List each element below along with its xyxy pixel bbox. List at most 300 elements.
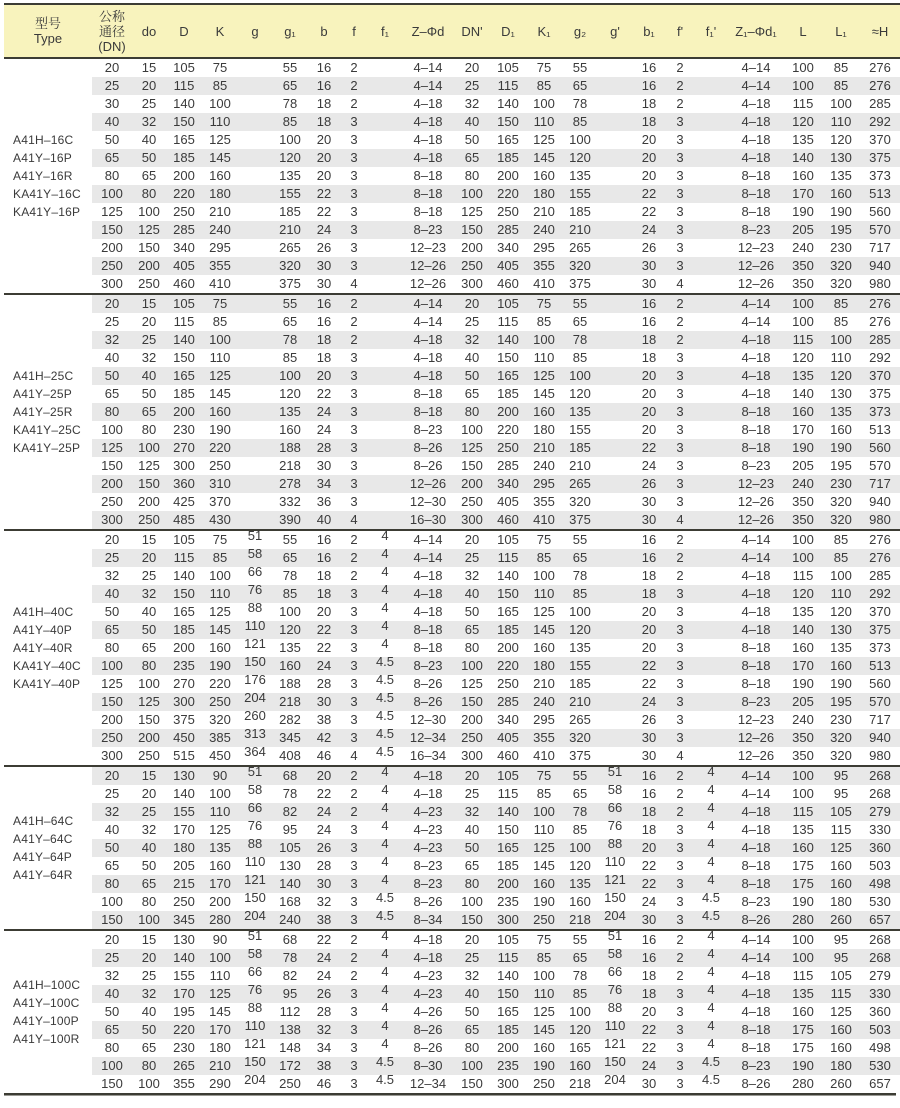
data-cell: 2 (340, 766, 368, 785)
data-cell: 200 (490, 875, 526, 893)
data-cell: 120 (562, 1021, 598, 1039)
data-cell: 4–18 (741, 568, 771, 583)
column-header: 型号 Type (4, 4, 92, 58)
data-cell: 320 (562, 257, 598, 275)
data-cell (238, 313, 272, 331)
data-cell: 100 (533, 568, 555, 583)
data-cell: 8–23 (402, 875, 454, 893)
data-cell: 26 (308, 985, 340, 1003)
data-cell: 375 (173, 712, 195, 727)
data-cell: 4–23 (413, 968, 443, 983)
data-cell: 155 (569, 422, 591, 437)
data-cell: 300 (454, 511, 490, 530)
data-cell: 125 (461, 676, 483, 691)
data-cell: 295 (533, 240, 555, 255)
valve-model-label: A41Y–25P (13, 387, 72, 401)
data-cell (598, 621, 632, 639)
data-cell: 8–18 (728, 439, 784, 457)
data-cell: 148 (279, 1040, 301, 1055)
data-cell: 218 (569, 1076, 591, 1091)
data-cell: 34 (308, 475, 340, 493)
data-cell: 285 (869, 568, 891, 583)
data-cell: 135 (562, 875, 598, 893)
data-cell: 185 (490, 1021, 526, 1039)
data-cell (694, 77, 728, 95)
data-cell (368, 131, 402, 149)
data-cell (238, 439, 272, 457)
data-cell (368, 58, 402, 77)
data-cell: 190 (526, 1057, 562, 1075)
data-cell: 12–26 (737, 748, 775, 763)
data-cell: 355 (533, 494, 555, 509)
data-cell: 180 (166, 839, 202, 857)
data-cell: 4 (368, 585, 402, 603)
data-cell (238, 403, 272, 421)
data-cell: 110 (830, 350, 852, 365)
data-cell: 88 (607, 1000, 623, 1015)
data-cell (598, 457, 632, 475)
data-cell (238, 457, 272, 475)
data-cell: 2 (350, 60, 358, 75)
data-cell: 3 (666, 729, 694, 747)
data-cell: 16 (316, 314, 332, 329)
data-cell: 80 (141, 422, 157, 437)
data-cell: 320 (562, 729, 598, 747)
data-cell: 25 (92, 549, 132, 567)
data-cell: 8–26 (413, 676, 443, 691)
data-cell: 32 (316, 894, 332, 909)
data-cell: 498 (869, 1040, 891, 1055)
valve-model-label: A41Y–16R (13, 169, 73, 183)
data-cell: 22 (641, 858, 657, 873)
table-row (4, 403, 900, 421)
data-cell: 210 (202, 1057, 238, 1075)
data-cell: 66 (247, 564, 263, 579)
data-cell: 4–14 (741, 60, 771, 75)
data-cell: 15 (132, 530, 166, 549)
table-row (4, 530, 900, 549)
data-cell: 140 (792, 386, 814, 401)
data-cell: 290 (209, 1076, 231, 1091)
data-cell: 4.5 (368, 657, 402, 675)
table-row (4, 77, 900, 95)
data-cell: 160 (279, 422, 301, 437)
data-cell: 460 (173, 276, 195, 291)
data-cell: 180 (526, 185, 562, 203)
data-cell: 375 (569, 276, 591, 291)
data-cell: 78 (272, 949, 308, 967)
data-cell: 170 (202, 875, 238, 893)
data-cell (598, 349, 632, 367)
table-row (4, 949, 900, 967)
data-cell: 250 (490, 439, 526, 457)
data-cell (238, 113, 272, 131)
data-cell: 190 (792, 894, 814, 909)
table-row (4, 585, 900, 603)
data-cell: 8–18 (741, 168, 771, 183)
data-cell: 4 (694, 839, 728, 857)
data-cell: 430 (202, 511, 238, 530)
data-cell: 20 (464, 60, 480, 75)
data-cell: 100 (209, 96, 231, 111)
data-cell (238, 167, 272, 185)
data-cell: 100 (569, 132, 591, 147)
data-cell: 16 (308, 77, 340, 95)
data-cell: 115 (830, 822, 852, 837)
data-cell: 140 (173, 786, 195, 801)
data-cell: 140 (497, 968, 519, 983)
data-cell: 717 (869, 240, 891, 255)
data-cell (368, 457, 402, 475)
valve-model-label: A41Y–100R (13, 1032, 80, 1046)
data-cell: 276 (860, 549, 900, 567)
data-cell: 268 (869, 786, 891, 801)
table-header (4, 4, 900, 58)
valve-spec-table (4, 3, 900, 1093)
data-cell: 100 (132, 439, 166, 457)
data-cell: 4 (368, 875, 402, 893)
data-cell (598, 239, 632, 257)
data-cell: 3 (350, 386, 358, 401)
data-cell: 105 (490, 766, 526, 785)
data-cell: 90 (202, 930, 238, 949)
data-cell (694, 693, 728, 711)
data-cell: 218 (272, 693, 308, 711)
data-cell: 160 (533, 640, 555, 655)
table-row (4, 493, 900, 511)
data-cell: 160 (792, 1004, 814, 1019)
data-cell: 657 (869, 1076, 891, 1091)
data-cell: 235 (490, 1057, 526, 1075)
table-row (4, 349, 900, 367)
data-cell: 3 (666, 1021, 694, 1039)
data-cell: 150 (461, 1076, 483, 1091)
data-cell: 65 (562, 949, 598, 967)
data-cell: 2 (666, 530, 694, 549)
data-cell (368, 367, 402, 385)
data-cell: 320 (272, 257, 308, 275)
data-cell: 8–18 (741, 422, 771, 437)
data-cell: 150 (173, 350, 195, 365)
data-cell: 3 (340, 185, 368, 203)
data-cell: 717 (869, 712, 891, 727)
data-cell: 530 (869, 894, 891, 909)
data-cell: 75 (202, 294, 238, 313)
data-cell: 4.5 (368, 693, 402, 711)
data-cell: 185 (490, 149, 526, 167)
data-cell: 280 (792, 1076, 814, 1091)
data-cell: 100 (138, 204, 160, 219)
data-cell: 185 (490, 621, 526, 639)
data-cell: 66 (247, 964, 263, 979)
data-cell: 110 (238, 1021, 272, 1039)
data-cell: 150 (238, 1057, 272, 1075)
data-cell: 26 (632, 475, 666, 493)
data-cell (368, 167, 402, 185)
data-cell: 32 (104, 968, 120, 983)
data-cell: 95 (833, 786, 849, 801)
data-cell: 135 (792, 132, 814, 147)
data-cell: 15 (141, 60, 157, 75)
data-cell: 190 (209, 422, 231, 437)
data-cell: 16 (632, 930, 666, 949)
data-cell: 125 (533, 1004, 555, 1019)
valve-model-label: A41Y–100C (13, 996, 80, 1010)
data-cell (238, 257, 272, 275)
data-cell: 140 (173, 96, 195, 111)
data-cell: 150 (497, 822, 519, 837)
data-cell (598, 585, 632, 603)
data-cell: 30 (308, 693, 340, 711)
data-cell: 200 (461, 240, 483, 255)
data-cell: 46 (316, 748, 332, 763)
table-row (4, 367, 900, 385)
data-cell: 204 (238, 911, 272, 930)
data-cell: 30 (632, 511, 666, 530)
data-cell: 355 (526, 257, 562, 275)
data-cell: 65 (282, 314, 298, 329)
data-cell: 300 (101, 748, 123, 763)
data-cell: 100 (461, 894, 483, 909)
data-cell: 20 (632, 367, 666, 385)
data-cell: 125 (526, 839, 562, 857)
data-cell (368, 313, 402, 331)
data-cell: 3 (350, 1004, 358, 1019)
data-cell: 8–34 (402, 911, 454, 930)
data-cell: 115 (784, 803, 822, 821)
data-cell: 4 (368, 549, 402, 567)
data-cell: 210 (533, 676, 555, 691)
data-cell: 4–18 (728, 985, 784, 1003)
data-cell: 4–18 (728, 149, 784, 167)
data-cell: 20 (308, 766, 340, 785)
data-cell: 280 (784, 911, 822, 930)
data-cell: 76 (607, 818, 623, 833)
data-cell: 4 (707, 782, 715, 797)
data-cell: 160 (526, 403, 562, 421)
data-cell: 220 (166, 185, 202, 203)
data-cell: 130 (166, 766, 202, 785)
data-cell: 50 (132, 149, 166, 167)
data-cell (694, 349, 728, 367)
data-cell (238, 275, 272, 294)
data-cell: 160 (209, 640, 231, 655)
data-cell: 320 (830, 748, 852, 763)
data-cell: 100 (533, 96, 555, 111)
data-cell: 250 (92, 257, 132, 275)
data-cell: 2 (340, 930, 368, 949)
valve-model-label: KA41Y–40P (13, 677, 81, 691)
data-cell: 26 (308, 839, 340, 857)
data-cell (694, 585, 728, 603)
data-cell: 18 (316, 96, 332, 111)
data-cell: 8–18 (413, 386, 443, 401)
data-cell (598, 113, 632, 131)
data-cell (238, 294, 272, 313)
data-cell: 150 (132, 475, 166, 493)
data-cell: 115 (792, 968, 814, 983)
data-cell: 88 (238, 839, 272, 857)
table-row (4, 675, 900, 693)
data-cell: 85 (822, 294, 860, 313)
data-cell: 12–26 (737, 494, 775, 509)
data-cell: 3 (676, 422, 684, 437)
data-cell (368, 77, 402, 95)
data-cell: 3 (350, 1040, 358, 1055)
data-cell: 55 (282, 60, 298, 75)
data-cell: 4 (381, 600, 389, 615)
data-cell (368, 331, 402, 349)
data-cell: 375 (869, 386, 891, 401)
column-header: b (308, 4, 340, 58)
data-cell: 3 (350, 494, 358, 509)
data-cell: 100 (279, 132, 301, 147)
data-cell: 18 (308, 585, 340, 603)
data-cell: 135 (784, 367, 822, 385)
data-cell (598, 657, 632, 675)
data-cell: 410 (209, 276, 231, 291)
data-cell: 8–18 (741, 204, 771, 219)
data-cell: 12–26 (728, 511, 784, 530)
data-cell (598, 221, 632, 239)
valve-model-label: KA41Y–16P (13, 205, 81, 219)
data-cell: 12–26 (728, 257, 784, 275)
column-header: g (238, 4, 272, 58)
data-cell: 120 (272, 621, 308, 639)
data-cell (598, 131, 632, 149)
data-cell: 12–23 (737, 240, 775, 255)
type-cell (4, 930, 92, 1093)
data-cell: 20 (641, 422, 657, 437)
data-cell: 8–18 (413, 204, 443, 219)
data-cell: 30 (632, 257, 666, 275)
column-header: f₁ (368, 4, 402, 58)
data-cell: 16 (641, 314, 657, 329)
data-cell: 25 (454, 77, 490, 95)
data-cell: 66 (607, 964, 623, 979)
data-cell: 100 (454, 185, 490, 203)
data-cell: 80 (104, 1040, 120, 1055)
column-header: Z₁–Φd₁ (728, 4, 784, 58)
data-cell: 570 (869, 458, 891, 473)
data-cell: 350 (784, 257, 822, 275)
data-cell: 12–34 (409, 1076, 447, 1091)
data-cell: 65 (272, 549, 308, 567)
data-cell: 40 (132, 367, 166, 385)
data-cell: 3 (666, 475, 694, 493)
data-cell: 110 (526, 113, 562, 131)
data-cell: 375 (569, 748, 591, 763)
data-cell: 4–14 (741, 314, 771, 329)
data-cell (238, 58, 272, 77)
data-cell: 40 (141, 1004, 157, 1019)
data-cell: 75 (526, 766, 562, 785)
data-cell: 300 (101, 276, 123, 291)
table-row (4, 967, 900, 985)
data-cell: 4 (368, 949, 402, 967)
data-cell: 150 (598, 1057, 632, 1075)
data-cell: 12–26 (737, 276, 775, 291)
data-cell (598, 530, 632, 549)
data-cell: 250 (454, 257, 490, 275)
data-cell: 4–14 (728, 766, 784, 785)
data-cell: 204 (604, 1072, 626, 1087)
data-cell: 350 (792, 276, 814, 291)
data-cell: 76 (598, 985, 632, 1003)
data-cell: 22 (632, 439, 666, 457)
data-cell: 276 (869, 60, 891, 75)
data-cell: 50 (141, 858, 157, 873)
data-cell: 190 (784, 1057, 822, 1075)
data-cell: 115 (497, 314, 519, 329)
data-cell: 20 (316, 132, 332, 147)
data-cell: 4–18 (402, 367, 454, 385)
data-cell: 570 (860, 221, 900, 239)
data-cell: 65 (562, 549, 598, 567)
data-cell: 3 (676, 240, 684, 255)
data-cell: 513 (860, 185, 900, 203)
data-cell: 32 (132, 113, 166, 131)
data-cell: 8–18 (413, 640, 443, 655)
data-cell (694, 439, 728, 457)
data-cell: 100 (792, 314, 814, 329)
data-cell (368, 203, 402, 221)
data-cell: 250 (526, 911, 562, 930)
data-cell: 270 (166, 439, 202, 457)
data-cell: 8–18 (741, 676, 771, 691)
data-cell: 65 (104, 858, 120, 873)
data-cell (368, 403, 402, 421)
data-cell: 280 (202, 911, 238, 930)
data-cell: 940 (860, 729, 900, 747)
data-cell: 313 (238, 729, 272, 747)
table-row (4, 747, 900, 766)
data-cell: 50 (132, 1021, 166, 1039)
data-cell: 55 (272, 294, 308, 313)
data-cell: 370 (869, 604, 891, 619)
data-cell: 185 (569, 204, 591, 219)
data-cell (368, 421, 402, 439)
data-cell: 530 (860, 1057, 900, 1075)
data-cell: 110 (822, 113, 860, 131)
valve-model-label: KA41Y–25C (13, 423, 81, 437)
data-cell: 250 (202, 693, 238, 711)
data-cell: 20 (92, 530, 132, 549)
data-cell: 15 (132, 294, 166, 313)
data-cell: 20 (104, 60, 120, 75)
data-cell: 165 (490, 367, 526, 385)
data-cell: 405 (497, 494, 519, 509)
data-cell: 100 (562, 839, 598, 857)
data-cell: 4–18 (402, 949, 454, 967)
data-cell: 30 (308, 257, 340, 275)
data-cell: 4–23 (402, 985, 454, 1003)
data-cell: 16 (308, 294, 340, 313)
data-cell: 3 (676, 132, 684, 147)
data-cell: 3 (676, 858, 684, 873)
data-cell: 20 (92, 930, 132, 949)
data-cell: 408 (279, 748, 301, 763)
data-cell: 8–23 (413, 422, 443, 437)
data-cell: 204 (598, 911, 632, 930)
data-cell: 130 (279, 858, 301, 873)
data-cell: 135 (792, 822, 814, 837)
table-row (4, 421, 900, 439)
data-cell: 150 (454, 693, 490, 711)
data-cell: 2 (340, 294, 368, 313)
data-cell: 115 (490, 549, 526, 567)
data-cell: 300 (461, 748, 483, 763)
